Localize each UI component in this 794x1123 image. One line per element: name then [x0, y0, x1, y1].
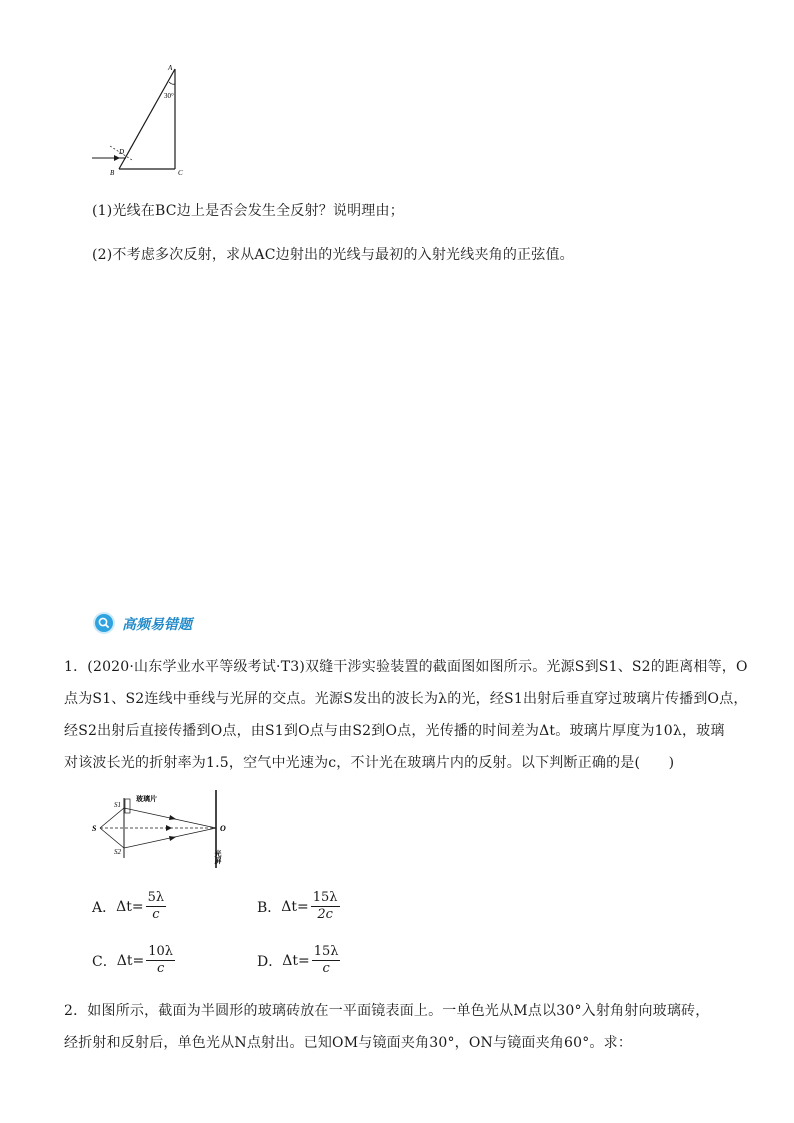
- option-lhs: Δt=: [116, 952, 145, 969]
- problem-1-line-2: 点为S1、S2连线中垂线与光屏的交点。光源S发出的波长为λ的光，经S1出射后垂直穿过玻璃片传播到O点，: [64, 691, 748, 707]
- label-s1: S1: [114, 801, 121, 809]
- problem-2-line-2: 经折射和反射后，单色光从N点射出。已知OM与镜面夹角30°，ON与镜面夹角60°。求：: [64, 1035, 633, 1051]
- ray-s-s1: [100, 808, 124, 828]
- option-lhs: Δt=: [116, 898, 144, 915]
- problem-1-line-1: 1．(2020·山东学业水平等级考试·T3)双缝干涉实验装置的截面图如图所示。光源S到S1、S2的距离相等，O: [64, 659, 748, 675]
- label-d: D: [119, 148, 125, 156]
- fraction-numerator: 5λ: [147, 890, 165, 905]
- problem-1-line-4: 对该波长光的折射率为1.5，空气中光速为c，不计光在玻璃片内的反射。以下判断正确的是( ): [64, 755, 675, 771]
- question-1-1: (1)光线在BC边上是否会发生全反射？说明理由；: [92, 203, 404, 219]
- problem-2-line-1: 2．如图所示，截面为半圆形的玻璃砖放在一平面镜表面上。一单色光从M点以30°入射角射向玻璃砖，: [64, 1003, 710, 1019]
- label-glass: 玻璃片: [136, 795, 157, 803]
- option-fraction: [146, 944, 175, 977]
- question-1-2: (2)不考虑多次反射，求从AC边射出的光线与最初的入射光线夹角的正弦值。: [92, 247, 574, 263]
- angle-arc: [169, 82, 175, 84]
- ray-s-s2: [100, 828, 124, 848]
- label-s2: S2: [114, 848, 121, 856]
- option-fraction: [312, 944, 341, 977]
- arrow-icon: [166, 825, 172, 831]
- fraction-numerator: 15λ: [313, 944, 339, 959]
- problem-1-line-3: 经S2出射后直接传播到O点，由S1到O点与由S2到O点，光传播的时间差为Δt。玻璃片厚度为10λ，玻璃: [64, 723, 725, 739]
- fraction-denominator: c: [322, 961, 330, 976]
- fraction-numerator: 15λ: [312, 890, 338, 905]
- prism-side-ab: [119, 69, 175, 169]
- option-c: [92, 944, 175, 977]
- section-title: 高频易错题: [122, 617, 192, 633]
- option-fraction: [146, 890, 167, 923]
- option-letter: B．: [257, 899, 282, 916]
- prism-figure: [88, 62, 198, 180]
- option-letter: C．: [92, 953, 117, 970]
- option-letter: A．: [92, 899, 117, 916]
- fraction-denominator: c: [156, 961, 165, 976]
- label-o: O: [220, 824, 226, 833]
- option-a: [92, 890, 166, 923]
- fraction-numerator: 10λ: [148, 944, 173, 959]
- option-fraction: [311, 890, 340, 923]
- option-lhs: Δt=: [282, 952, 310, 969]
- label-c: C: [178, 169, 183, 177]
- label-b: B: [110, 169, 115, 177]
- magnifier-icon: [95, 614, 113, 632]
- option-d: [257, 944, 340, 977]
- label-s: S: [92, 824, 97, 833]
- fraction-denominator: 2c: [317, 907, 333, 922]
- option-lhs: Δt=: [281, 898, 309, 915]
- option-letter: D．: [257, 953, 283, 970]
- option-b: [257, 890, 340, 923]
- fraction-denominator: c: [152, 907, 160, 922]
- label-screen: 光屏: [214, 850, 222, 864]
- double-slit-figure: [90, 788, 240, 872]
- glass-plate: [125, 799, 130, 813]
- label-angle: 30°: [164, 92, 174, 100]
- label-a: A: [168, 64, 173, 72]
